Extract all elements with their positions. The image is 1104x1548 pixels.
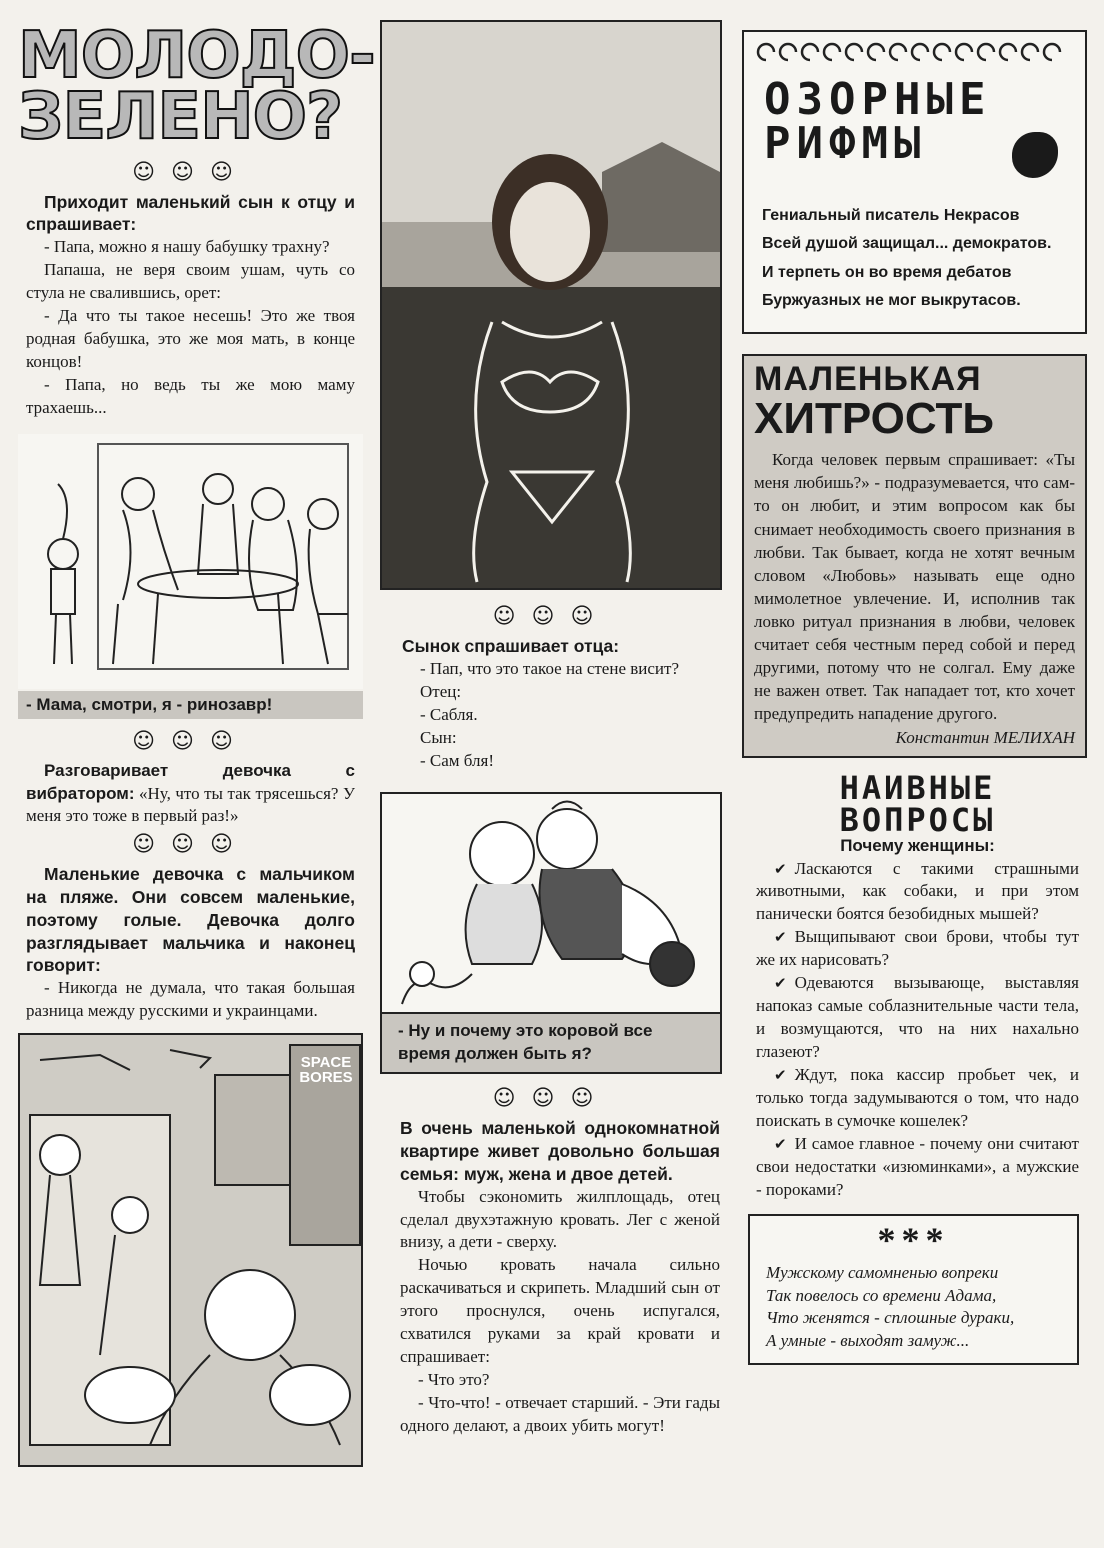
- joke-sabre: [380, 635, 722, 772]
- cartoon-cow-box: [380, 792, 722, 1074]
- verse-line: Так повелось со времени Адама,: [766, 1285, 997, 1305]
- cartoon-toys-room: [18, 1033, 363, 1467]
- rhymes-poem: [762, 202, 1051, 316]
- trick-text: Когда человек первым спрашивает: «Ты меня любишь?» - подразумевается, что сам-то он любит, и этим вопросом как бы снимает необходимость своего признания в любви. Так бывает, когда не хотят вечным словом «Любовь» называть еще одно мимолетное увлечение. И, исполнив так ловко ритуал признания в любви, человек считает себя честным перед собой и перед другими, потому что не солгал. Ему даже не важен ответ. Так нападает тот, кто хочет предупредить нападение другого.: [754, 450, 1075, 724]
- verse-line: Что женятся - сплошные дураки,: [766, 1308, 1015, 1328]
- trick-author: Константин МЕЛИХАН: [895, 727, 1075, 747]
- spiral-binding-icon: [744, 30, 1085, 70]
- title-line-2: ЗЕЛЕНО?: [18, 79, 343, 154]
- ink-blot-icon: [1012, 132, 1058, 178]
- verse-stars: ***: [877, 1219, 950, 1260]
- trick-title-line1: МАЛЕНЬКАЯ: [754, 360, 982, 398]
- title-line-1: МОЛОДО-: [18, 19, 375, 93]
- joke-line: - Что это?: [418, 1370, 490, 1390]
- joke-rest: «Ну, что ты так трясешься? У меня это тоже в первый раз!»: [26, 783, 355, 826]
- cartoon-cow-drawing: [382, 794, 720, 1012]
- joke-line: Сын:: [420, 727, 457, 747]
- smiley-divider: ☺☺☺: [132, 159, 249, 185]
- naive-question-item: ✔ Ласкаются с такими страшными животными, как собаки, и при этом панически боятся безобидных мышей?: [756, 858, 1079, 927]
- joke-line: - Сабля.: [420, 704, 478, 724]
- joke-line: Отец:: [420, 681, 462, 701]
- joke-line: - Никогда не думала, что такая большая разница между русскими и украинцами.: [26, 978, 355, 1021]
- joke-lead: В очень маленькой однокомнатной квартире живет довольно большая семья: муж, жена и двое детей.: [400, 1118, 720, 1184]
- joke-line: Папаша, не веря своим ушам, чуть со стула не свалившись, орет:: [26, 260, 355, 302]
- naive-title-line2: ВОПРОСЫ: [839, 800, 996, 839]
- joke-grandma: [18, 191, 363, 420]
- naive-question-item: ✔ И самое главное - почему они считают свои недостатки «изюминками», а мужские - пороками?: [756, 1133, 1079, 1202]
- column-middle: [380, 0, 722, 1438]
- smiley-divider: ☺☺☺: [132, 728, 249, 754]
- verse-box: [748, 1214, 1079, 1366]
- joke-vibrator: [18, 760, 363, 829]
- smiley-divider: ☺☺☺: [492, 1086, 610, 1112]
- poem-line: Всей душой защищал... демократов.: [762, 235, 1052, 253]
- joke-text: [26, 760, 355, 829]
- joke-line: Ночью кровать начала сильно раскачиваться и скрипеть. Младший сын от этого проснулся, очень испугался, схватился руками за край кровати и спрашивает:: [400, 1255, 720, 1367]
- naive-question-item: ✔ Выщипывают свои брови, чтобы тут же их нарисовать?: [756, 926, 1079, 972]
- photo-girl-chalk-drawing-image: [382, 22, 720, 588]
- joke-line: - Папа, можно я нашу бабушку трахну?: [44, 237, 330, 257]
- rhymes-title-line2: РИФМЫ: [764, 118, 927, 169]
- joke-beach: [18, 863, 363, 1023]
- naive-questions: [742, 768, 1087, 1202]
- poem-line: И терпеть он во время дебатов: [762, 263, 1012, 281]
- joke-line: - Да что ты такое несешь! Это же твоя родная бабушка, это же моя мать, в конце концов!: [26, 305, 355, 371]
- verse-line: А умные - выходят замуж...: [766, 1331, 970, 1351]
- joke-line: Чтобы сэкономить жилплощадь, отец сделал двухэтажную кровать. Лег с женой внизу, а дети - сверху.: [400, 1186, 720, 1252]
- poem-line: Буржуазных не мог выкрутасов.: [762, 292, 1021, 310]
- little-trick-box: [742, 354, 1087, 758]
- rhymes-notebook: [742, 30, 1087, 334]
- rhymes-title-line1: ОЗОРНЫЕ: [764, 74, 992, 125]
- verse-lines: [760, 1262, 1067, 1354]
- joke-line: - Папа, но ведь ты же мою маму трахаешь...: [26, 374, 355, 417]
- joke-lead: Разговаривает девочка с вибратором:: [26, 760, 355, 803]
- column-left: [18, 0, 375, 1467]
- trick-title-line2: ХИТРОСТЬ: [754, 394, 995, 443]
- cartoon-toys-room-drawing: [20, 1035, 363, 1465]
- section-title-molodo-zeleno: [18, 19, 375, 154]
- cartoon-rhino-drawing: [18, 434, 363, 689]
- cartoon-rhino: [18, 434, 363, 689]
- naive-subtitle: Почему женщины:: [840, 835, 995, 855]
- photo-girl-chalk-drawing: [380, 20, 722, 590]
- joke-line: - Что-что! - отвечает старший. - Эти гады одного делают, а двоих убить могут!: [400, 1393, 720, 1435]
- verse-line: Мужскому самомненью вопреки: [766, 1262, 999, 1282]
- space-bores-sign: SPACE BORES: [299, 1054, 353, 1087]
- cartoon-cow-caption: - Ну и почему это коровой все время должен быть я?: [382, 1012, 720, 1072]
- cartoon-cow: [382, 794, 720, 1012]
- joke-lead: Маленькие девочка с мальчиком на пляже. Они совсем маленькие, поэтому голые. Девочка долго разглядывает мальчика и наконец говорит:: [26, 864, 355, 976]
- rhymes-title: [764, 74, 992, 169]
- joke-bunk-bed: [380, 1117, 722, 1438]
- joke-line: - Пап, что это такое на стене висит?: [420, 658, 679, 678]
- naive-question-item: ✔ Одеваются вызывающе, выставляя напоказ самые соблазнительные части тела, и возмущаются, что на них нахально глазеют?: [756, 972, 1079, 1064]
- cartoon-rhino-caption: - Мама, смотри, я - ринозавр!: [18, 691, 363, 719]
- joke-line: - Сам бля!: [420, 750, 494, 770]
- naive-title-line1: НАИВНЫЕ: [839, 768, 996, 807]
- poem-line: Гениальный писатель Некрасов: [762, 207, 1020, 224]
- naive-title: [756, 768, 1079, 839]
- column-right: [742, 0, 1087, 1365]
- joke-lead: Приходит маленький сын к отцу и спрашивает:: [26, 191, 355, 235]
- naive-question-item: ✔ Ждут, пока кассир пробьет чек, и только тогда задумываются о том, что надо поискать в сумочке кошелек?: [756, 1064, 1079, 1133]
- joke-lead: Сынок спрашивает отца:: [402, 636, 620, 656]
- smiley-divider: ☺☺☺: [132, 832, 249, 858]
- smiley-divider: ☺☺☺: [492, 604, 610, 629]
